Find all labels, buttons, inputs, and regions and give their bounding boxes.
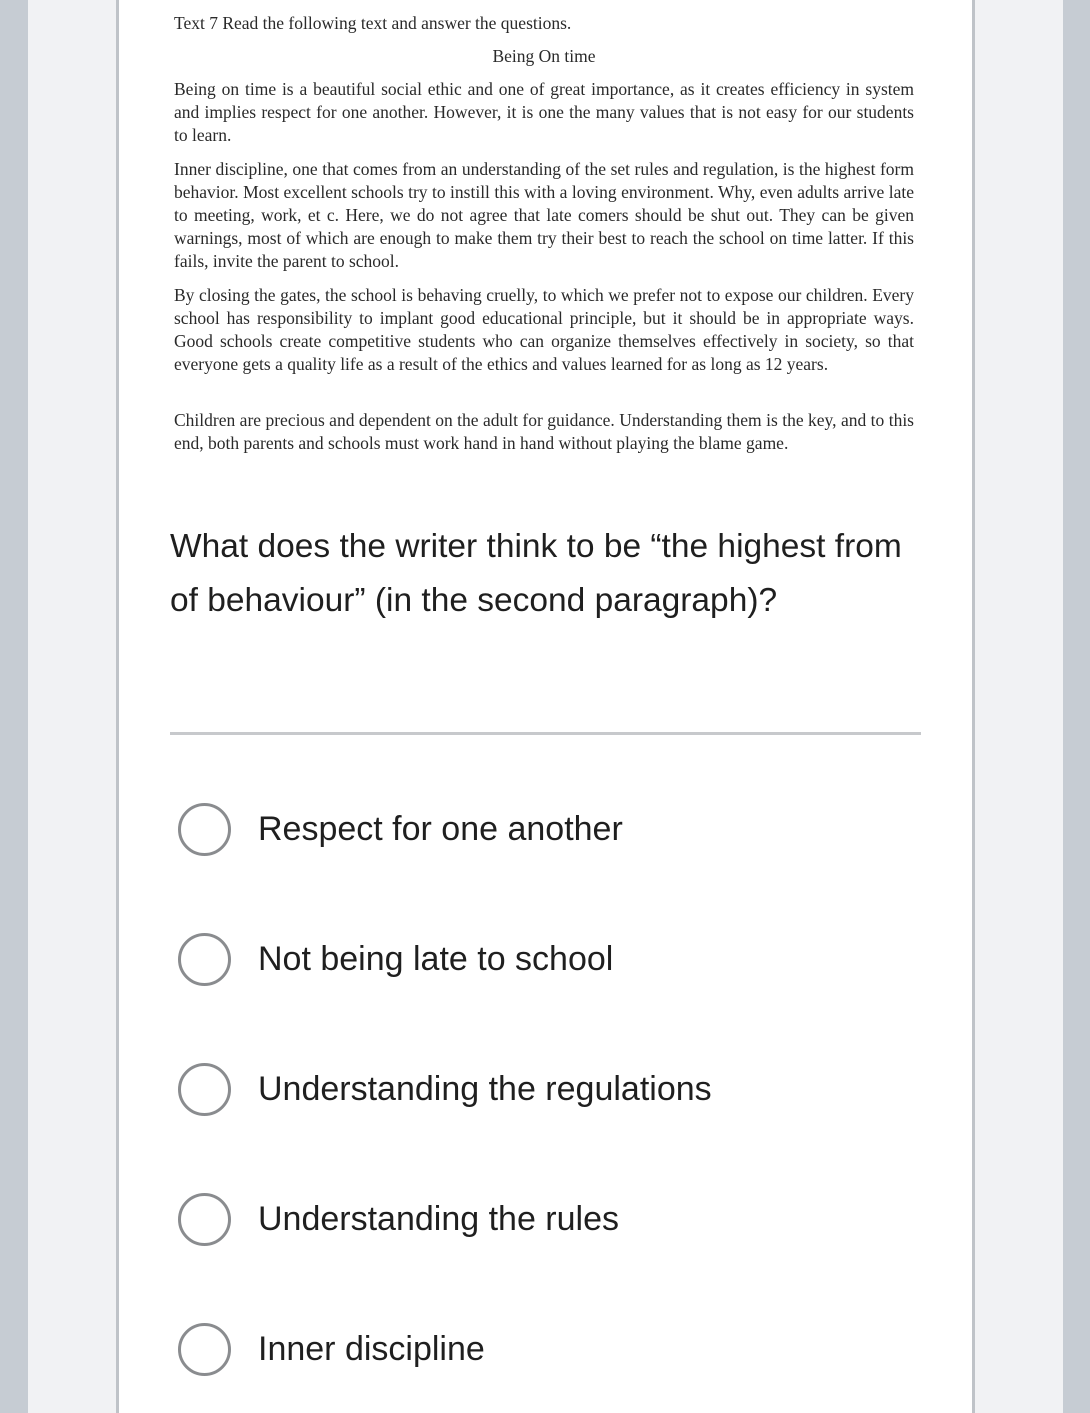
option-label: Understanding the regulations	[258, 1069, 712, 1108]
passage-paragraph-2: Inner discipline, one that comes from an understanding of the set rules and regulation, is the highest form behavior. Most excellent schools try to instill this with a loving environment. Why, even adults arrive late to meeting, work, et c. Here, we do not agree that late comers should be shut out. They can be given warnings, most of which are enough to make them try their best to reach the school on time latter. If this fails, invite the parent to school.	[174, 159, 914, 271]
option-label: Understanding the rules	[258, 1199, 620, 1238]
option-understanding-the-rules[interactable]	[178, 1187, 898, 1251]
radio-button[interactable]	[178, 933, 231, 986]
option-label: Inner discipline	[258, 1329, 485, 1368]
passage-paragraph-3: By closing the gates, the school is behaving cruelly, to which we prefer not to expose our children. Every school has responsibility to implant good educational principle, but it should be in appropriate ways. Good schools create competitive students who can organize themselves effectively in society, so that everyone gets a quality life as a result of the ethics and values learned for as long as 12 years.	[174, 285, 914, 374]
question-divider	[170, 732, 921, 735]
outer-frame-right	[1063, 0, 1090, 1413]
reading-passage	[174, 12, 914, 466]
radio-button[interactable]	[178, 1323, 231, 1376]
radio-button[interactable]	[178, 1063, 231, 1116]
option-label: Not being late to school	[258, 939, 614, 978]
passage-paragraph-4: Children are precious and dependent on the adult for guidance. Understanding them is the key, and to this end, both parents and schools must work hand in hand without playing the blame game.	[174, 410, 914, 453]
radio-button[interactable]	[178, 1193, 231, 1246]
option-inner-discipline[interactable]	[178, 1317, 898, 1381]
question-text: What does the writer think to be “the highest from of behaviour” (in the second paragraph)?	[170, 528, 902, 619]
option-respect-for-one-another[interactable]	[178, 797, 898, 861]
right-gutter	[975, 0, 1063, 1413]
outer-frame-left	[0, 0, 28, 1413]
passage-heading: Text 7 Read the following text and answer the questions.	[174, 13, 572, 33]
option-understanding-the-regulations[interactable]	[178, 1057, 898, 1121]
option-not-being-late-to-school[interactable]	[178, 927, 898, 991]
option-label: Respect for one another	[258, 809, 623, 848]
left-gutter	[28, 0, 116, 1413]
passage-paragraph-1: Being on time is a beautiful social ethic and one of great importance, as it creates efficiency in system and implies respect for one another. However, it is one the many values that is not easy for our students to learn.	[174, 79, 914, 145]
passage-title: Being On time	[492, 46, 596, 66]
radio-button[interactable]	[178, 803, 231, 856]
